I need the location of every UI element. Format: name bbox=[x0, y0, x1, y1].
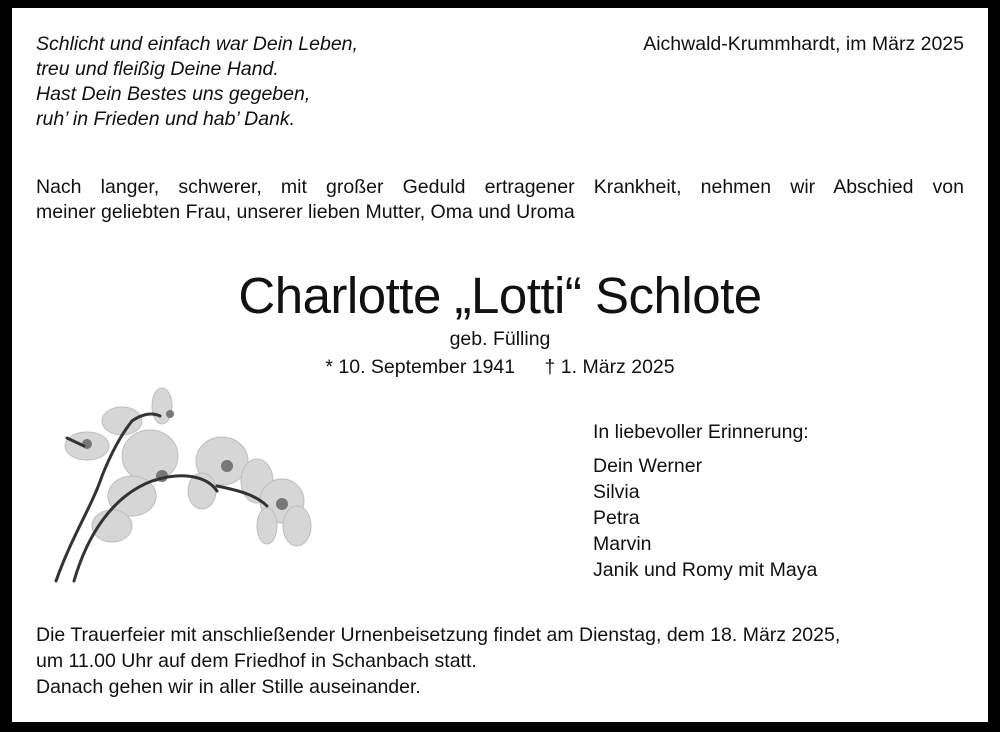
intro-line: Nach langer, schwerer, mit großer Geduld ertragener Krankheit, nehmen wir Abschied von bbox=[36, 176, 964, 198]
funeral-line: Danach gehen wir in aller Stille auseinander. bbox=[36, 676, 421, 698]
family-member: Marvin bbox=[593, 533, 652, 555]
orchid-image bbox=[42, 376, 322, 586]
family-member: Dein Werner bbox=[593, 455, 703, 477]
poem-line: ruh’ in Frieden und hab’ Dank. bbox=[36, 108, 296, 130]
memory-label: In liebevoller Erinnerung: bbox=[593, 421, 809, 443]
poem-line: treu und fleißig Deine Hand. bbox=[36, 58, 279, 80]
place-date: Aichwald-Krummhardt, im März 2025 bbox=[643, 33, 964, 55]
poem-line: Hast Dein Bestes uns gegeben, bbox=[36, 83, 311, 105]
maiden-name: geb. Fülling bbox=[449, 328, 551, 350]
funeral-line: um 11.00 Uhr auf dem Friedhof in Schanbach statt. bbox=[36, 650, 477, 672]
funeral-line: Die Trauerfeier mit anschließender Urnenbeisetzung findet am Dienstag, dem 18. März 2025, bbox=[36, 624, 841, 646]
family-list bbox=[593, 453, 817, 583]
poem bbox=[36, 32, 358, 132]
death-date: † 1. März 2025 bbox=[544, 356, 675, 378]
poem-line: Schlicht und einfach war Dein Leben, bbox=[36, 33, 358, 55]
family-member: Janik und Romy mit Maya bbox=[593, 559, 818, 581]
birth-date: * 10. September 1941 bbox=[325, 356, 516, 378]
intro-line: meiner geliebten Frau, unserer lieben Mutter, Oma und Uroma bbox=[36, 201, 575, 223]
family-member: Petra bbox=[593, 507, 640, 529]
obituary-notice bbox=[12, 8, 988, 722]
family-member: Silvia bbox=[593, 481, 640, 503]
deceased-name: Charlotte „Lotti“ Schlote bbox=[238, 267, 762, 324]
funeral-info bbox=[36, 622, 840, 700]
intro-text bbox=[36, 175, 964, 225]
